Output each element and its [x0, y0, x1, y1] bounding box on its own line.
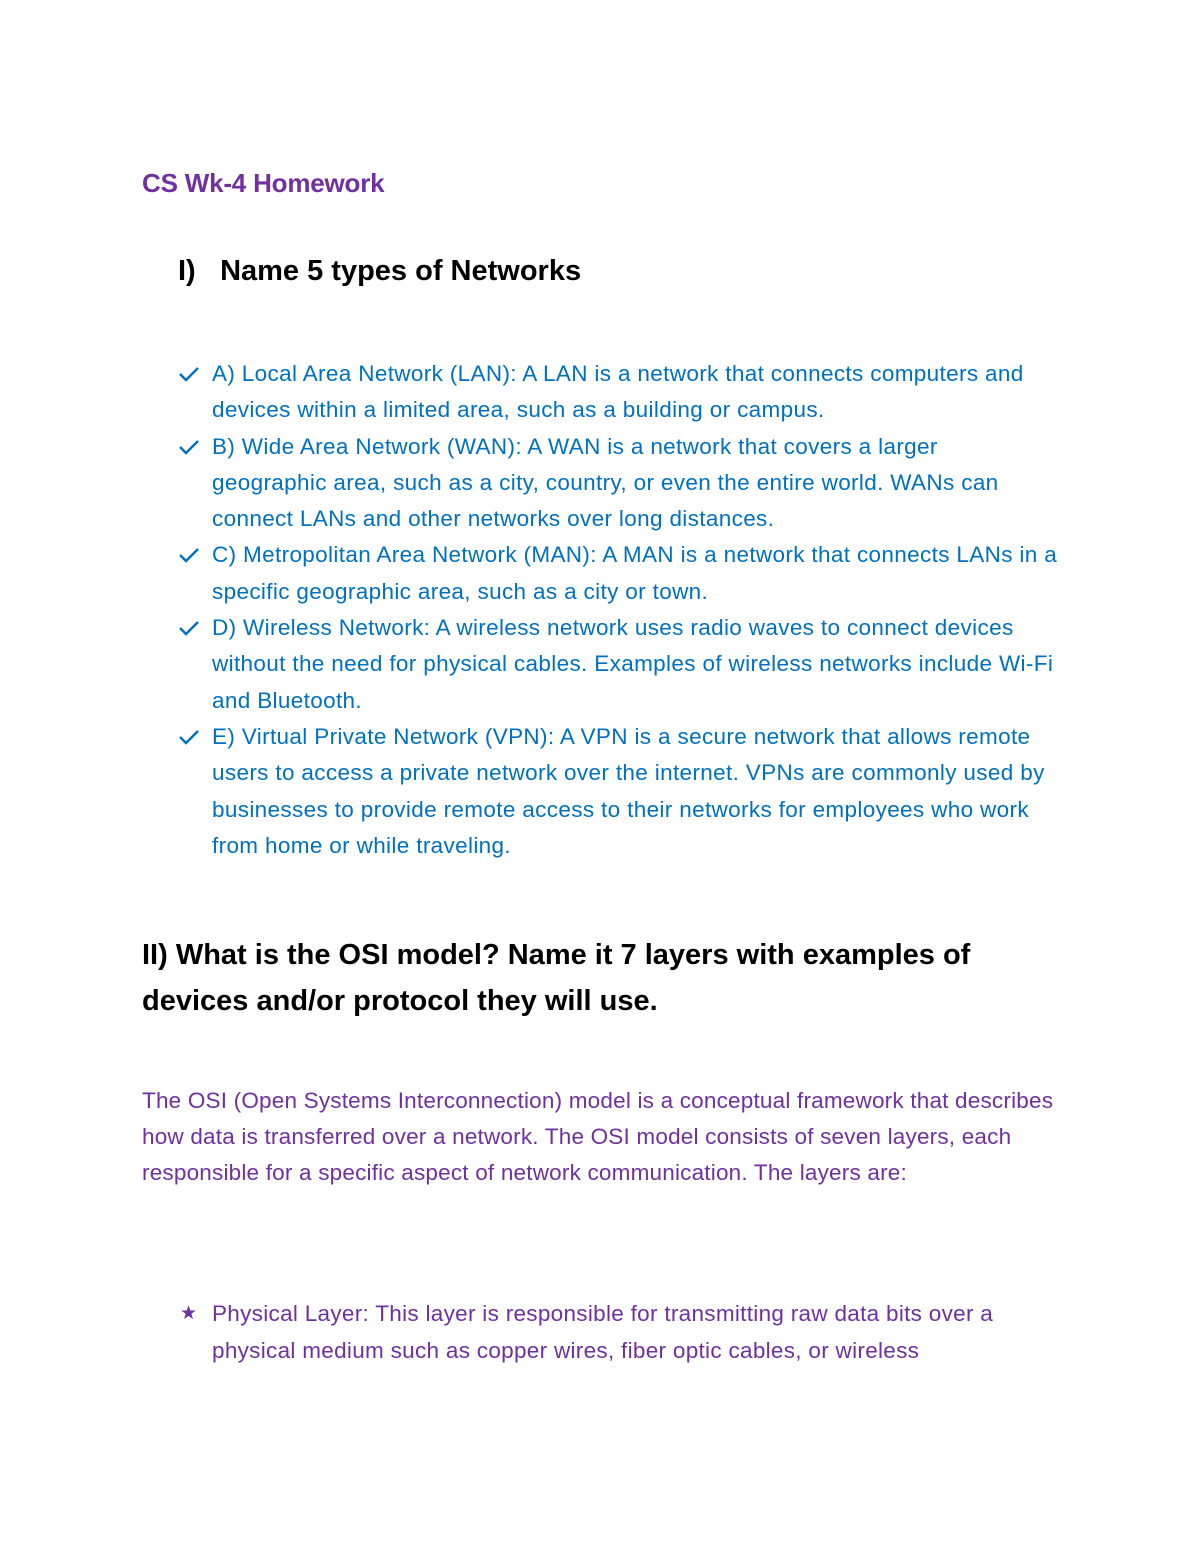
checkmark-icon [178, 366, 200, 382]
list-item-text: B) Wide Area Network (WAN): A WAN is a network that covers a larger geographic area, such as a city, country, or even the entire world. WANs can connect LANs and other networks over long distances. [212, 433, 999, 532]
list-item [178, 537, 1058, 610]
network-types-list [178, 356, 1058, 864]
checkmark-icon [178, 439, 200, 455]
list-item-text: A) Local Area Network (LAN): A LAN is a network that connects computers and devices within a limited area, such as a building or campus. [212, 361, 1024, 423]
checkmark-icon [178, 729, 200, 745]
list-item [178, 356, 1058, 429]
list-item-text: C) Metropolitan Area Network (MAN): A MAN is a network that connects LANs in a specific geographic area, such as a city or town. [212, 542, 1058, 604]
list-item-text: Physical Layer: This layer is responsible for transmitting raw data bits over a physical medium such as copper wires, fiber optic cables, or wireless [212, 1301, 994, 1363]
list-item [178, 610, 1058, 719]
section-1-heading [178, 255, 581, 288]
list-item [178, 429, 1058, 538]
section-1-number: I) [178, 255, 196, 287]
checkmark-icon [178, 620, 200, 636]
document-title: CS Wk-4 Homework [142, 168, 385, 198]
section-1-heading-text: Name 5 types of Networks [220, 255, 582, 287]
star-icon: ★ [180, 1303, 198, 1324]
section-2-heading: II) What is the OSI model? Name it 7 layers with examples of devices and/or protocol they will use. [142, 939, 971, 1017]
list-item-text: D) Wireless Network: A wireless network uses radio waves to connect devices without the need for physical cables. Examples of wireless networks include Wi-Fi and Bluetooth. [212, 615, 1054, 713]
list-item [178, 719, 1058, 864]
checkmark-icon [178, 547, 200, 563]
osi-intro-paragraph: The OSI (Open Systems Interconnection) model is a conceptual framework that describes how data is transferred over a network. The OSI model consists of seven layers, each responsible for a specific aspect of network communication. The layers are: [142, 1088, 1054, 1185]
list-item [178, 1295, 1078, 1369]
osi-layers-list [178, 1295, 1078, 1369]
list-item-text: E) Virtual Private Network (VPN): A VPN is a secure network that allows remote users to access a private network over the internet. VPNs are commonly used by businesses to provide remote access to their networks for employees who work from home or while traveling. [212, 723, 1045, 858]
